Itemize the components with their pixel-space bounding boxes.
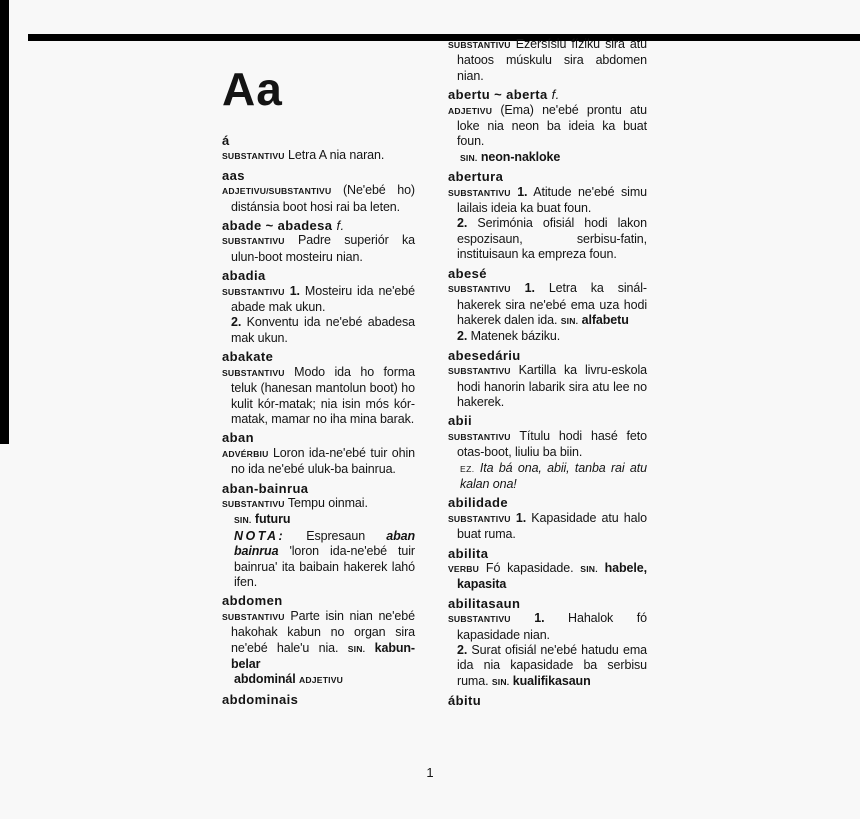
text-run-b: neon-nakloke: [477, 149, 561, 164]
sense-line: [448, 216, 647, 262]
text-run-hw: abakate: [222, 349, 274, 365]
entry-list-right: [448, 37, 647, 709]
text-run-lab: SUBSTANTIVU: [448, 431, 511, 442]
text-run-pl: 'loron ida-ne'ebé tuir bainrua' ita baibain hakerek lahó ifen.: [234, 544, 415, 589]
text-run-hw: á: [222, 133, 230, 148]
text-run-hw: abdominais: [222, 691, 299, 707]
text-run-hw: aban-bainrua: [222, 480, 309, 496]
text-run-lab: SUBSTANTIVU: [448, 40, 511, 50]
definition: [222, 496, 415, 512]
text-run-lab: SUBSTANTIVU: [448, 366, 511, 377]
text-run-sin: SIN.: [234, 515, 252, 526]
dictionary-entry: [448, 546, 647, 593]
text-run-lab: VERBU: [448, 564, 480, 574]
sub-line: [448, 461, 647, 493]
text-run-lab: SUBSTANTIVU: [448, 513, 511, 524]
definition: [222, 233, 415, 265]
definition: [222, 183, 415, 215]
definition: [448, 429, 647, 461]
headword: [448, 413, 647, 428]
text-run-pl: Kapasidade atu halo buat ruma.: [457, 510, 647, 542]
text-run-b: 2.: [457, 216, 468, 231]
text-run-lab: SUBSTANTIVU: [448, 614, 511, 625]
text-run-pl: Padre superiór ka ulun-boot mosteiru nian.: [231, 233, 415, 264]
text-run-pl: Fó kapasidade.: [479, 561, 581, 575]
definition: [448, 281, 647, 329]
dictionary-entry: [448, 266, 647, 345]
text-run-hw: abertura: [448, 169, 504, 185]
definition: [448, 103, 647, 150]
text-run-b: 2.: [457, 643, 468, 658]
headword: [448, 693, 647, 708]
text-run-pl: Hahalok fó kapasidade nian.: [457, 611, 647, 642]
text-run-pl: Parte isin nian ne'ebé hakohak kabun no organ sira ne'ebé hale'u nia.: [231, 608, 415, 655]
text-run-sin: SIN.: [580, 564, 598, 574]
sense-line: [448, 329, 647, 344]
dictionary-entry: [222, 692, 415, 707]
dictionary-entry: [448, 495, 647, 542]
text-run-hw: abadia: [222, 268, 266, 284]
text-run-b: kabun-belar: [231, 640, 415, 671]
dictionary-entry: [448, 413, 647, 492]
text-run-lab: SUBSTANTIVU: [448, 284, 511, 295]
dictionary-entry: [448, 348, 647, 411]
text-run-hw: abesedáriu: [448, 347, 521, 363]
text-run-pl: Konventu ida ne'ebé abadesa mak ukun.: [231, 315, 415, 345]
definition: [448, 511, 647, 543]
text-run-sin: SIN.: [460, 152, 478, 163]
headword: [448, 596, 647, 611]
text-run-b: 2.: [457, 329, 468, 344]
headword: [222, 349, 415, 364]
text-run-sin: SIN.: [491, 676, 510, 687]
section-letter-heading: Aa: [222, 63, 283, 115]
text-run-pl: (Ne'ebé ho) distánsia boot hosi rai ba leten.: [231, 183, 415, 214]
dictionary-entry: [222, 593, 415, 688]
dictionary-entry: [222, 481, 415, 591]
text-run-lab: ADJETIVU/SUBSTANTIVU: [222, 186, 332, 197]
text-run-lab: ADVÉRBIU: [222, 448, 269, 459]
text-run-i: Ita bá ona, abii, tanba rai atu kalan ona!: [460, 460, 647, 491]
text-run-note: NOTA:: [234, 528, 286, 543]
definition: [448, 37, 647, 84]
text-run-b: 1.: [510, 184, 528, 199]
definition: [448, 363, 647, 410]
text-run-pl: Tempu oinmai.: [284, 495, 368, 510]
dictionary-entry: [222, 168, 415, 215]
text-run-b: kualifikasaun: [509, 673, 591, 688]
text-run-pl: Modo ida ho forma teluk (hanesan mantolun boot) ho kulit kór-matak; nia isin mós kór-matak, mamar no iha mina barak.: [231, 364, 415, 426]
text-run-pl: Mosteiru ida ne'ebé abade mak ukun.: [231, 283, 415, 315]
text-run-hw: ábitu: [448, 693, 482, 709]
dictionary-entry: [222, 268, 415, 346]
text-run-b: 1.: [510, 510, 527, 525]
headword: [222, 133, 415, 148]
sub-line: [222, 512, 415, 528]
sense-line: [222, 315, 415, 346]
sub-line: [448, 150, 647, 166]
text-run-pl: ~: [490, 87, 507, 103]
text-run-sin: SIN.: [560, 315, 579, 326]
headword: [448, 348, 647, 363]
entry-list-left: [222, 133, 415, 707]
text-run-b: 1.: [510, 611, 545, 626]
text-run-hw: abilitasaun: [448, 595, 521, 611]
text-run-b: habele, kapasita: [457, 561, 647, 592]
text-run-b: alfabetu: [578, 312, 629, 327]
text-run-pl: Ezersísiu fíziku sira atu hatoos múskulu sira abdomen nian.: [457, 37, 647, 83]
definition: [222, 365, 415, 428]
headword: [222, 430, 415, 445]
text-run-pl: Atitude ne'ebé simu lailais ideia ka buat foun.: [457, 184, 647, 216]
text-run-b: 1.: [284, 283, 300, 298]
dictionary-entry: [222, 349, 415, 427]
headword: [222, 268, 415, 283]
headword: [222, 218, 415, 233]
sense-line: [448, 643, 647, 690]
text-run-hw: abii: [448, 413, 472, 429]
text-run-hw: abilidade: [448, 495, 508, 511]
headword: [448, 495, 647, 510]
headword: [222, 168, 415, 183]
dictionary-entry: [448, 693, 647, 708]
definition: [448, 185, 647, 217]
dictionary-column-left: [222, 63, 415, 710]
sub-line: [222, 529, 415, 591]
text-run-hw: aas: [222, 167, 245, 183]
text-run-hw: abilita: [448, 545, 489, 561]
dictionary-entry: [222, 218, 415, 265]
definition: [448, 611, 647, 643]
text-run-hw: abesé: [448, 265, 487, 281]
dictionary-entry: [222, 430, 415, 477]
headword: [222, 593, 415, 608]
headword: [448, 169, 647, 184]
dictionary-entry: [448, 87, 647, 166]
text-run-hw: abdomen: [222, 593, 283, 609]
text-run-lab: SUBSTANTIVU: [222, 151, 285, 162]
sub-line: [222, 672, 415, 688]
headword: [448, 87, 647, 102]
headword: [222, 692, 415, 707]
definition: [222, 148, 415, 164]
headword: [448, 546, 647, 561]
text-run-pl: Espresaun: [285, 528, 387, 543]
page-number: 1: [426, 765, 434, 780]
text-run-pl: Matenek báziku.: [467, 329, 561, 344]
text-run-pl: Letra A nia naran.: [284, 148, 385, 163]
text-run-lab: SUBSTANTIVU: [448, 187, 511, 198]
definition: [448, 561, 647, 593]
text-run-pl: Kartilla ka livru-eskola hodi hanorin labarik sira atu lee no hakerek.: [457, 363, 647, 409]
text-run-b: 2.: [231, 315, 242, 330]
definition: [222, 446, 415, 478]
text-run-lab: SUBSTANTIVU: [222, 236, 285, 247]
text-run-lab: SUBSTANTIVU: [222, 498, 285, 509]
definition: [222, 284, 415, 316]
headword: [222, 481, 415, 496]
text-run-pl: (Ema) ne'ebé prontu atu loke nia neon ba ideia ka buat foun.: [457, 102, 647, 149]
text-run-pl: Títulu hodi hasé feto otas-boot, liuliu ba biin.: [457, 428, 647, 460]
scan-artifact-left-bar: [0, 0, 9, 444]
text-run-hw: abertu: [448, 87, 491, 103]
text-run-hw: abade: [222, 218, 262, 234]
text-run-fem: f.: [547, 87, 560, 103]
text-run-pl: ~: [261, 218, 278, 234]
text-run-b: 1.: [510, 281, 535, 296]
text-run-bw: abdominál: [234, 672, 299, 687]
headword: [448, 266, 647, 281]
text-run-lab: SUBSTANTIVU: [222, 367, 285, 378]
text-run-pl: Loron ida-ne'ebé tuir ohin no ida ne'ebé uluk-ba bainrua.: [231, 445, 415, 477]
scan-artifact-top-bar: [28, 34, 860, 41]
text-run-hw: aban: [222, 430, 254, 446]
text-run-pl: Letra ka sinál-hakerek sira ne'ebé ema uza hodi hakerek dalen ida.: [457, 281, 647, 327]
text-run-bi: aban bainrua: [234, 528, 415, 559]
dictionary-column-right: [448, 37, 647, 712]
text-run-lab: ADJETIVU: [298, 675, 344, 686]
dictionary-entry: [448, 169, 647, 262]
text-run-ez: EZ.: [460, 463, 475, 474]
text-run-b: futuru: [251, 512, 291, 527]
text-run-hw: abadesa: [277, 218, 333, 234]
dictionary-entry: [448, 37, 647, 84]
text-run-lab: SUBSTANTIVU: [222, 611, 285, 622]
text-run-fem: f.: [332, 218, 345, 234]
text-run-pl: Serimónia ofisiál hodi lakon espozisaun, serbisu-fatin, instituisaun ka empreza foun.: [457, 216, 647, 262]
dictionary-entry: [448, 596, 647, 690]
text-run-lab: ADJETIVU: [448, 105, 493, 116]
dictionary-entry: [222, 133, 415, 165]
text-run-sin: SIN.: [347, 643, 366, 654]
text-run-pl: Surat ofisiál ne'ebé hatudu ema ida nia kapasidade ba serbisu ruma.: [457, 643, 647, 688]
text-run-lab: SUBSTANTIVU: [222, 286, 285, 297]
text-run-hw: aberta: [506, 87, 548, 103]
definition: [222, 609, 415, 673]
